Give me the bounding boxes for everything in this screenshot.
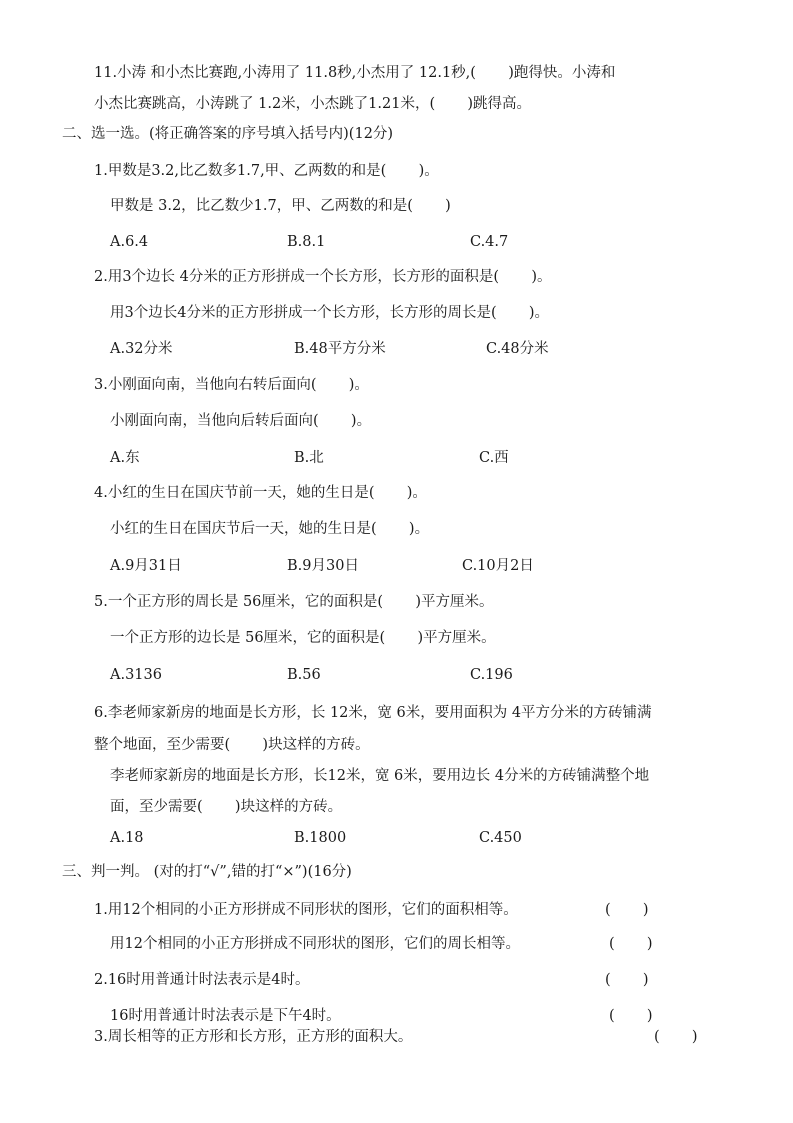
s2-q2-b: 用3个边长4分米的正方形拼成一个长方形，长方形的周长是( )。 (110, 305, 550, 321)
s3-q2-a: 2.16时用普通计时法表示是4时。 (94, 972, 310, 988)
s2-q2-a: 2.用3个边长 4分米的正方形拼成一个长方形，长方形的面积是( )。 (94, 269, 552, 285)
s2-q4-option-c: C.10月2日 (462, 558, 534, 574)
s2-q2-option-b: B.48平方分米 (294, 341, 386, 357)
s2-q4-a: 4.小红的生日在国庆节前一天，她的生日是( )。 (94, 485, 427, 501)
s2-q3-option-a: A.东 (110, 450, 140, 466)
s2-q1-b: 甲数是 3.2，比乙数少1.7，甲、乙两数的和是( ) (110, 198, 451, 214)
s2-q6-a-line2: 整个地面，至少需要( )块这样的方砖。 (94, 737, 370, 753)
s3-q1-a-bracket: ( ) (605, 902, 649, 918)
s3-q2-b: 16时用普通计时法表示是下午4时。 (110, 1008, 341, 1024)
s2-q3-a: 3.小刚面向南，当他向右转后面向( )。 (94, 377, 369, 393)
s2-q2-option-a: A.32分米 (110, 341, 173, 357)
s2-q5-option-b: B.56 (287, 667, 321, 683)
section2-title: 二、选一选。(将正确答案的序号填入括号内)(12分) (62, 126, 394, 142)
s2-q6-a-line1: 6.李老师家新房的地面是长方形，长 12米，宽 6米，要用面积为 4平方分米的方砖铺满 (94, 705, 652, 721)
s2-q1-option-a: A.6.4 (110, 234, 149, 250)
s3-q3-bracket: ( ) (654, 1029, 698, 1045)
s2-q4-option-a: A.9月31日 (110, 558, 182, 574)
s2-q6-option-b: B.1800 (294, 830, 347, 846)
s2-q1-option-c: C.4.7 (470, 234, 509, 250)
s2-q1-a: 1.甲数是3.2,比乙数多1.7,甲、乙两数的和是( )。 (94, 163, 439, 179)
s2-q3-option-c: C.西 (479, 450, 509, 466)
s2-q5-b: 一个正方形的边长是 56厘米，它的面积是( )平方厘米。 (110, 630, 496, 646)
s2-q4-option-b: B.9月30日 (287, 558, 359, 574)
s3-q2-b-bracket: ( ) (609, 1008, 653, 1024)
s3-q1-a: 1.用12个相同的小正方形拼成不同形状的图形，它们的面积相等。 (94, 902, 518, 918)
s3-q2-a-bracket: ( ) (605, 972, 649, 988)
s2-q6-b-line2: 面，至少需要( )块这样的方砖。 (110, 799, 343, 815)
s2-q4-b: 小红的生日在国庆节后一天，她的生日是( )。 (110, 521, 430, 537)
s2-q6-option-c: C.450 (479, 830, 522, 846)
q11-line2: 小杰比赛跳高，小涛跳了 1.2米，小杰跳了1.21米，( )跳得高。 (94, 96, 532, 112)
s3-q1-b: 用12个相同的小正方形拼成不同形状的图形，它们的周长相等。 (110, 936, 520, 952)
s2-q1-option-b: B.8.1 (287, 234, 326, 250)
q11-line1: 11.小涛 和小杰比赛跑,小涛用了 11.8秒,小杰用了 12.1秒,( )跑得快。小涛和 (94, 65, 616, 81)
section3-title: 三、判一判。 (对的打“√”,错的打“×”)(16分) (62, 864, 352, 880)
s3-q3: 3.周长相等的正方形和长方形，正方形的面积大。 (94, 1029, 413, 1045)
s2-q6-option-a: A.18 (110, 830, 144, 846)
s2-q3-b: 小刚面向南，当他向后转后面向( )。 (110, 413, 372, 429)
s2-q2-option-c: C.48分米 (486, 341, 549, 357)
s2-q3-option-b: B.北 (294, 450, 324, 466)
s2-q5-option-a: A.3136 (110, 667, 162, 683)
s2-q6-b-line1: 李老师家新房的地面是长方形，长12米，宽 6米，要用边长 4分米的方砖铺满整个地 (110, 768, 650, 784)
s2-q5-a: 5.一个正方形的周长是 56厘米，它的面积是( )平方厘米。 (94, 594, 494, 610)
s2-q5-option-c: C.196 (470, 667, 513, 683)
s3-q1-b-bracket: ( ) (609, 936, 653, 952)
